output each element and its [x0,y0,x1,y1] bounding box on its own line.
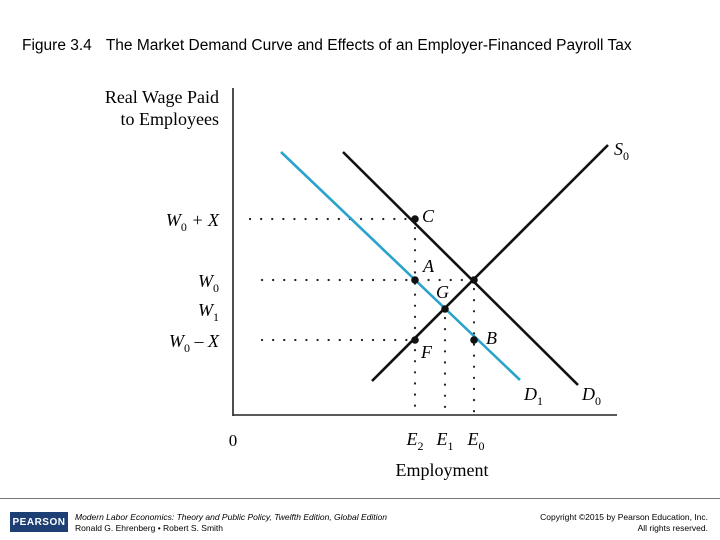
footer-copyright [540,512,708,534]
footer-rights-line: All rights reserved. [637,523,708,533]
label-d0: $D_0$ [582,384,601,408]
label-e2: $E_2$ [406,429,424,453]
footer-citation [75,512,387,534]
label-w0: $W_0$ [198,271,219,295]
point-b [470,336,478,344]
origin-label: 0 [228,431,238,450]
label-point-f: F [421,342,432,362]
label-w1: $W_1$ [198,300,219,324]
point-e0-intersection [470,276,478,284]
label-d1: $D_1$ [524,384,543,408]
y-axis-title-line2: to Employees [120,109,219,129]
label-e0: $E_0$ [467,429,485,453]
label-w0-plus-x: $W_0 + X$ [165,210,219,234]
point-f [411,336,419,344]
footer-book-title: Modern Labor Economics: Theory and Public Policy, Twelfth Edition, Global Edition [75,512,387,522]
point-a [411,276,419,284]
x-axis-title: Employment [395,460,489,480]
y-axis-title-line1: Real Wage Paid [104,87,219,107]
footer-copyright-line: Copyright ©2015 by Pearson Education, Inc. [540,512,708,522]
pearson-logo: PEARSON [10,512,68,532]
label-point-a: A [423,256,434,276]
footer-divider [0,498,720,499]
label-e1: $E_1$ [436,429,454,453]
label-s0: $S_0$ [614,139,629,163]
label-point-g: G [436,282,449,302]
label-point-c: C [422,206,435,226]
point-g [441,305,449,313]
label-w0-minus-x: $W_0$ – X [169,331,219,355]
figure-title: The Market Demand Curve and Effects of an Employer-Financed Payroll Tax [105,37,632,54]
label-point-b: B [486,328,497,348]
curve-d0 [343,152,578,385]
curve-d1 [281,152,520,380]
figure-number: Figure 3.4 [22,37,92,54]
footer-authors: Ronald G. Ehrenberg • Robert S. Smith [75,523,224,533]
point-c [411,215,419,223]
